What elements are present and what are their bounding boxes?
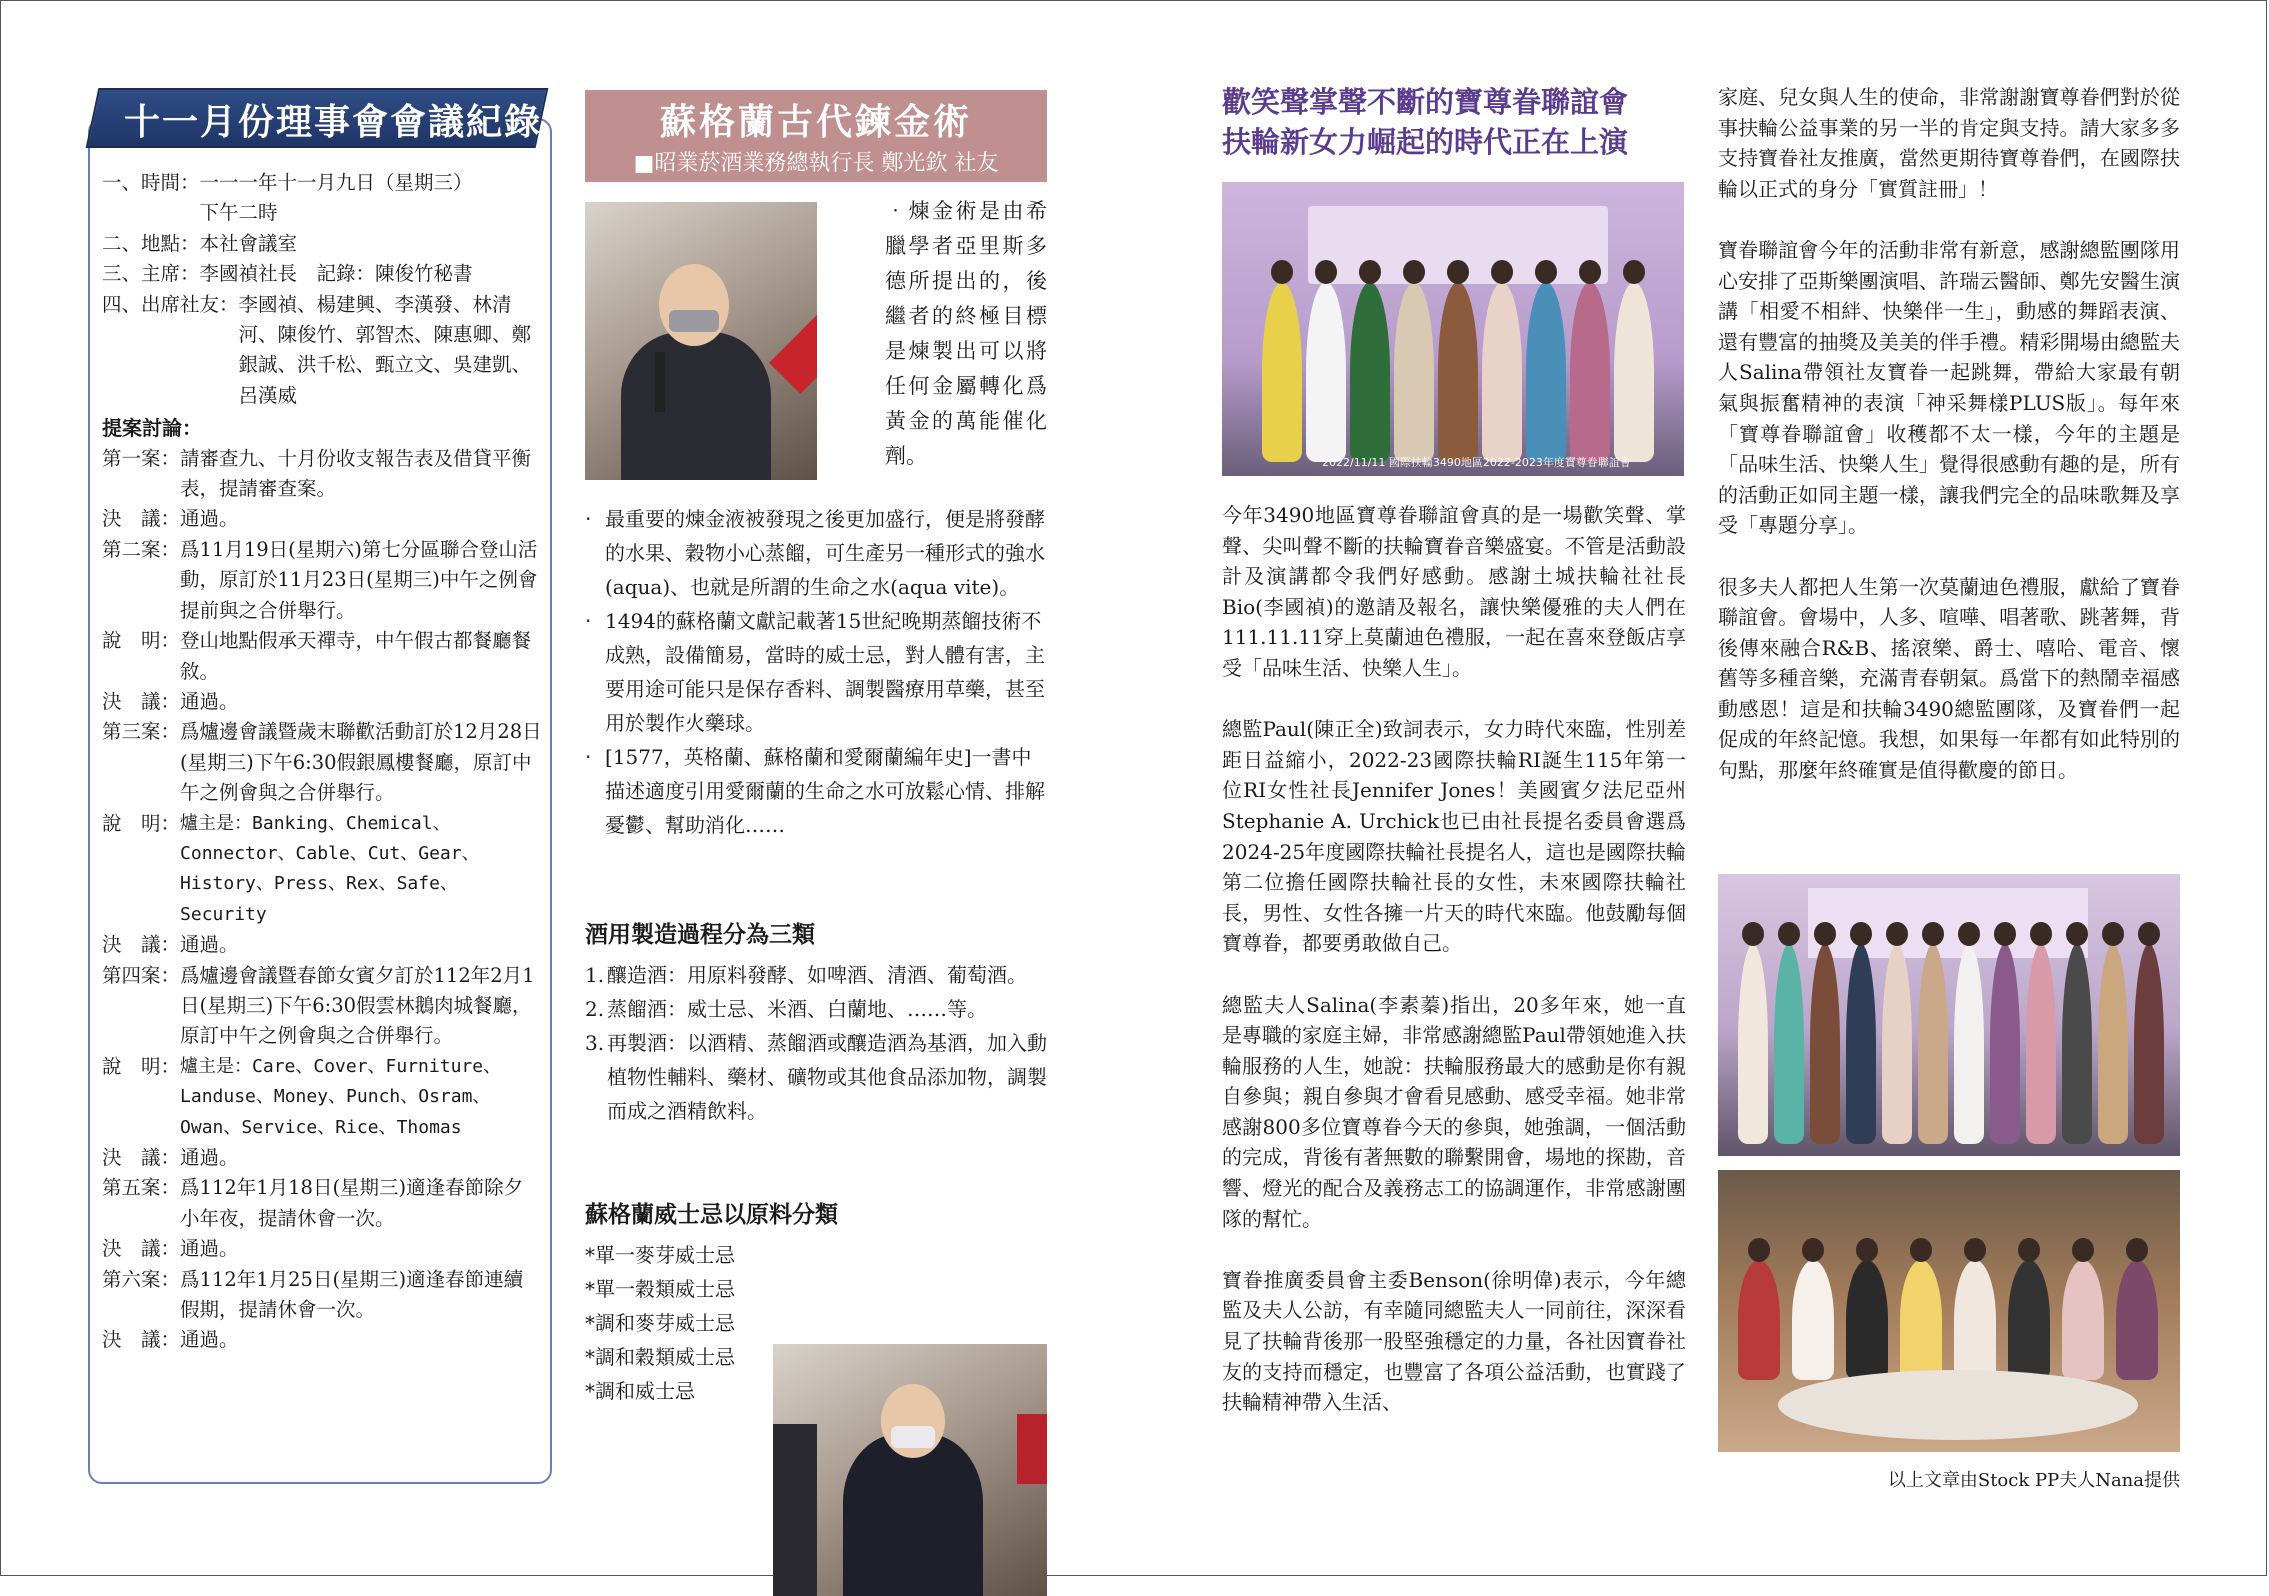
side-person	[773, 1424, 817, 1596]
person-head	[1579, 260, 1601, 284]
item-value: 爲112年1月25日(星期三)適逢春節連續假期，提請休會一次。	[180, 1267, 524, 1322]
headline-line-2: 扶輪新女力崛起的時代正在上演	[1222, 125, 1629, 159]
minutes-item-row	[102, 809, 542, 931]
item-key: 說 明：	[102, 1054, 181, 1078]
minutes-item-row	[102, 535, 542, 626]
item-key: 第六案：	[102, 1267, 181, 1291]
item-value: 李國禎、楊建興、李漢發、林清河、陳俊竹、郭智杰、陳惠卿、鄭銀誠、洪千松、甄立文、吳建凱、呂漢威	[238, 292, 532, 407]
person-head	[2072, 1238, 2094, 1262]
item-value: 請審查九、十月份收支報告表及借貸平衡表，提請審查案。	[180, 446, 532, 501]
process-number: 3.	[585, 1031, 605, 1055]
process-text: 再製酒：以酒精、蒸餾酒或釀造酒為基酒，加入動植物性輔料、藥材、礦物或其他食品添加物，調製而成之酒精飲料。	[607, 1031, 1047, 1123]
event-article	[1222, 82, 1686, 1415]
person-figure	[1306, 282, 1346, 462]
whisky-section	[585, 1198, 1047, 1408]
item-key: 決 議：	[102, 933, 181, 957]
person-figure	[1526, 282, 1566, 462]
minutes-item-row	[102, 444, 542, 505]
person-figure	[1438, 282, 1478, 462]
person-head	[1447, 260, 1469, 284]
minutes-item-row	[102, 1265, 542, 1326]
person-head	[1964, 1238, 1986, 1262]
process-heading: 酒用製造過程分為三類	[585, 922, 815, 948]
event-body-part-2	[1718, 82, 2180, 786]
item-value: 通過。	[180, 1328, 239, 1352]
alchemy-bullet	[585, 502, 1047, 604]
minutes-header	[88, 88, 552, 146]
person-figure	[2116, 1260, 2158, 1380]
person-head	[1778, 922, 1800, 946]
minutes-item-row	[102, 961, 542, 1052]
person-figure	[1792, 1260, 1834, 1380]
process-text: 釀造酒：用原料發酵、如啤酒、清酒、葡萄酒。	[607, 963, 1027, 987]
whisky-type: *調和麥芽威士忌	[585, 1311, 735, 1335]
minutes-section	[88, 88, 552, 1484]
alchemy-intro: ‧煉金術是由希臘學者亞里斯多德所提出的，後繼者的終極目標是煉製出可以將任何金屬轉化爲黃金的萬能催化劑。	[885, 199, 1047, 468]
process-item	[585, 992, 1047, 1026]
person-figure	[1570, 282, 1610, 462]
person-figure	[1394, 282, 1434, 462]
person-head	[1271, 260, 1293, 284]
whisky-type: *調和威士忌	[585, 1379, 695, 1403]
person-figure	[1774, 944, 1804, 1144]
speaker-head	[659, 264, 729, 346]
person-head	[1359, 260, 1381, 284]
item-value: 爐主是：Banking、Chemical、Connector、Cable、Cut、Gear、History、Press、Rex、Safe、Security	[180, 812, 480, 925]
person-figure	[2008, 1260, 2050, 1380]
alchemy-title: 蘇格蘭古代鍊金術	[659, 102, 972, 143]
minutes-info-row	[102, 229, 542, 259]
event-article-continued	[1718, 82, 2180, 1491]
person-head	[1623, 260, 1645, 284]
alchemy-bullets	[585, 502, 1047, 842]
item-key: 說 明：	[102, 811, 181, 835]
person-head	[1802, 1238, 1824, 1262]
minutes-items	[102, 444, 542, 1356]
dining-table	[1778, 1370, 2138, 1440]
person-head	[1922, 922, 1944, 946]
item-key: 四、出席社友：	[102, 292, 239, 316]
minutes-item-row	[102, 1143, 542, 1173]
minutes-item-row	[102, 1325, 542, 1355]
whisky-heading: 蘇格蘭威士忌以原料分類	[585, 1202, 838, 1228]
item-key: 三、主席：	[102, 262, 200, 286]
alchemy-byline: ■昭業菸酒業務總執行長 鄭光欽 社友	[633, 151, 999, 176]
person-head	[1491, 260, 1513, 284]
bullet-text: 1494的蘇格蘭文獻記載著15世紀晚期蒸餾技術不成熟，設備簡易，當時的威士忌，對人體有害，主要用途可能只是保存香料、調製醫療用草藥，甚至用於製作火藥球。	[605, 609, 1045, 735]
minutes-info-row	[102, 290, 542, 412]
minutes-info-row	[102, 259, 542, 289]
person-figure	[1614, 282, 1654, 462]
whisky-type: *單一麥芽威士忌	[585, 1243, 735, 1267]
person-head	[1910, 1238, 1932, 1262]
alchemy-bullet	[585, 604, 1047, 740]
person-head	[1886, 922, 1908, 946]
speaker-photo	[585, 202, 817, 480]
person-figure	[1350, 282, 1390, 462]
bullet-text: 最重要的煉金液被發現之後更加盛行，便是將發酵的水果、穀物小心蒸餾，可生產另一種形式的強水(aqua)、也就是所謂的生命之水(aqua vite)。	[605, 507, 1045, 599]
person-head	[1850, 922, 1872, 946]
article-credit: 以上文章由Stock PP夫人Nana提供	[1887, 1470, 2180, 1491]
item-key: 第二案：	[102, 537, 181, 561]
group-photo-table	[1718, 1170, 2180, 1452]
item-value: 通過。	[180, 1237, 239, 1261]
article-paragraph: 寶眷聯誼會今年的活動非常有新意，感謝總監團隊用心安排了亞斯樂團演唱、許瑞云醫師、鄭先安醫生演講「相愛不相絆、快樂伴一生」，動感的舞蹈表演、還有豐富的抽獎及美美的伴手禮。精彩開場由總監夫人Salina帶領社友寶眷一起跳舞，帶給大家最有朝氣與振奮精神的表演「神采舞樣PLUS版」。每年來「寶尊眷聯誼會」收穫都不太一樣，今年的主題是「品味生活、快樂人生」覺得很感動有趣的是，所有的活動正如同主題一樣，讓我們完全的品味歌舞及享受「專題分享」。	[1718, 237, 2180, 538]
person-head	[1814, 922, 1836, 946]
minutes-item-row	[102, 1052, 542, 1143]
red-decoration	[769, 306, 817, 394]
article-paragraph: 家庭、兒女與人生的使命，非常謝謝寶尊眷們對於從事扶輪公益事業的另一半的肯定與支持。請大家多多支持寶眷社友推廣，當然更期待寶尊眷們，在國際扶輪以正式的身分「實質註冊」！	[1718, 85, 2180, 201]
item-key: 二、地點：	[102, 231, 200, 255]
minutes-info	[102, 168, 542, 411]
person-head	[1535, 260, 1557, 284]
person-head	[2102, 922, 2124, 946]
red-banner	[1017, 1414, 1047, 1484]
person-head	[2066, 922, 2088, 946]
process-section	[585, 918, 1047, 1128]
item-value: 通過。	[180, 1146, 239, 1169]
person-figure	[1262, 282, 1302, 462]
person-figure	[1900, 1260, 1942, 1380]
item-key: 決 議：	[102, 507, 181, 531]
person-figure	[1918, 944, 1948, 1144]
person-head	[1994, 922, 2016, 946]
presenter-mask	[891, 1426, 935, 1448]
minutes-title: 十一月份理事會會議紀錄	[124, 102, 543, 143]
minutes-box	[88, 118, 552, 1484]
minutes-item-row	[102, 687, 542, 717]
photo-caption: 2022/11/11 國際扶輪3490地區2022-2023年度寶尊眷聯誼會	[1322, 456, 1631, 469]
item-key: 第四案：	[102, 963, 181, 987]
item-value: 通過。	[180, 507, 239, 531]
alchemy-article	[585, 90, 1047, 1403]
item-key: 決 議：	[102, 1237, 181, 1261]
person-figure	[1846, 944, 1876, 1144]
item-key: 決 議：	[102, 689, 181, 713]
proposals-heading: 提案討論：	[102, 416, 202, 441]
person-figure	[1482, 282, 1522, 462]
microphone	[655, 352, 665, 412]
minutes-info-row	[102, 168, 542, 229]
minutes-item-row	[102, 1234, 542, 1264]
process-item	[585, 958, 1047, 992]
person-figure	[1810, 944, 1840, 1144]
item-value: 爲爐邊會議暨春節女賓夕訂於112年2月1日(星期三)下午6:30假雲林鵝肉城餐廳，原訂中午之例會與之合併舉行。	[180, 963, 535, 1048]
person-figure	[1990, 944, 2020, 1144]
alchemy-banner	[585, 90, 1047, 182]
bullet-dot: ‧	[585, 609, 592, 633]
process-list	[585, 958, 1047, 1128]
person-head	[2030, 922, 2052, 946]
person-head	[2126, 1238, 2148, 1262]
headline-line-1: 歡笑聲掌聲不斷的寶尊眷聯誼會	[1222, 85, 1629, 119]
item-value: 爲11月19日(星期六)第七分區聯合登山活動，原訂於11月23日(星期三)中午之例會提前與之合併舉行。	[180, 537, 538, 622]
bullet-dot: ‧	[585, 507, 592, 531]
face-mask	[669, 310, 719, 332]
person-figure	[1738, 1260, 1780, 1380]
item-key: 說 明：	[102, 629, 181, 653]
alchemy-bullet	[585, 740, 1047, 842]
person-figure	[1738, 944, 1768, 1144]
item-value: 通過。	[180, 933, 239, 957]
process-number: 1.	[585, 963, 605, 987]
person-figure	[2134, 944, 2164, 1144]
item-value: 一一一年十一月九日（星期三） 下午二時	[199, 171, 473, 225]
item-key: 決 議：	[102, 1146, 181, 1169]
person-figure	[1846, 1260, 1888, 1380]
item-key: 第三案：	[102, 720, 181, 744]
minutes-item-row	[102, 930, 542, 960]
person-figure	[2062, 944, 2092, 1144]
person-figure	[1954, 1260, 1996, 1380]
presenter-figure	[843, 1434, 983, 1596]
minutes-item-row	[102, 504, 542, 534]
process-text: 蒸餾酒：威士忌、米酒、白蘭地、……等。	[607, 997, 987, 1021]
person-head	[1856, 1238, 1878, 1262]
person-head	[2018, 1238, 2040, 1262]
person-figure	[1954, 944, 1984, 1144]
article-paragraph: 今年3490地區寶尊眷聯誼會真的是一場歡笑聲、掌聲、尖叫聲不斷的扶輪寶眷音樂盛宴。不管是活動設計及演講都令我們好感動。感謝土城扶輪社社長Bio(李國禎)的邀請及報名，讓快樂優雅的夫人們在111.11.11穿上莫蘭迪色禮服，一起在喜來登飯店享受「品味生活、快樂人生」。	[1222, 503, 1686, 680]
bullet-text: [1577，英格蘭、蘇格蘭和愛爾蘭編年史]一書中描述適度引用愛爾蘭的生命之水可放鬆心情、排解憂鬱、幫助消化……	[605, 745, 1045, 837]
article-paragraph: 總監夫人Salina(李素蓁)指出，20多年來，她一直是專職的家庭主婦，非常感謝總監Paul帶領她進入扶輪服務的人生，她說：扶輪服務最大的感動是你有親自參與；親自參與才會看見感動、感受幸福。她非常感謝800多位寶尊眷今天的參與，她強調，一個活動的完成，背後有著無數的聯繫開會，場地的探勘，音響、燈光的配合及義務志工的協調運作，非常感謝團隊的幫忙。	[1222, 992, 1686, 1231]
group-photo-stage	[1222, 182, 1684, 476]
article-paragraph: 寶眷推廣委員會主委Benson(徐明偉)表示，今年總監及夫人公訪，有幸隨同總監夫人一同前往，深深看見了扶輪背後那一股堅強穩定的力量，各社因寶眷社友的支持而穩定，也豐富了各項公益活動，也實踐了扶輪精神帶入生活、	[1222, 1267, 1686, 1415]
item-value: 本社會議室	[199, 231, 298, 255]
process-number: 2.	[585, 997, 605, 1021]
minutes-item-row	[102, 1173, 542, 1234]
item-key: 第一案：	[102, 446, 181, 470]
whisky-type: *調和穀類威士忌	[585, 1345, 735, 1369]
person-head	[2138, 922, 2160, 946]
presenter-photo	[773, 1344, 1047, 1596]
person-head	[1958, 922, 1980, 946]
person-head	[1403, 260, 1425, 284]
item-value: 爲112年1月18日(星期三)適逢春節除夕小年夜，提請休會一次。	[180, 1176, 524, 1230]
speaker-figure	[621, 332, 771, 480]
item-value: 李國禎社長 記錄：陳俊竹秘書	[199, 262, 473, 286]
minutes-item-row	[102, 626, 542, 687]
person-figure	[2062, 1260, 2104, 1380]
bullet-dot: ‧	[585, 745, 592, 769]
article-paragraph: 總監Paul(陳正全)致詞表示，女力時代來臨，性別差距日益縮小，2022-23國際扶輪RI誕生115年第一位RI女性社長Jennifer Jones！美國賓夕法尼亞州Stephanie A. Urchick也已由社長提名委員會選爲2024-25年度國際扶輪社長提名人，這也是國際扶輪第二位擔任國際扶輪社長的女性，未來國際扶輪社長，男性、女性各擁一片天的時代來臨。他鼓勵每個寶尊眷，都要勇敢做自己。	[1222, 717, 1686, 956]
person-figure	[2098, 944, 2128, 1144]
whisky-type: *單一穀類威士忌	[585, 1277, 735, 1301]
person-head	[1748, 1238, 1770, 1262]
item-value: 通過。	[180, 689, 239, 713]
person-figure	[2026, 944, 2056, 1144]
person-head	[1742, 922, 1764, 946]
event-body-part-1	[1222, 500, 1686, 1448]
article-paragraph: 很多夫人都把人生第一次莫蘭迪色禮服，獻給了寶眷聯誼會。會場中，人多、喧嘩、唱著歌、跳著舞，背後傳來融合R&B、搖滾樂、爵士、嘻哈、電音、懷舊等多種音樂，充滿青春朝氣。爲當下的熱鬧幸福感動感恩！這是和扶輪3490總監團隊，及寶眷們一起促成的年終記憶。我想，如果每一年都有如此特別的句點，那麼年終確實是值得歡慶的節日。	[1718, 574, 2180, 783]
person-figure	[1882, 944, 1912, 1144]
process-item	[585, 1026, 1047, 1128]
minutes-item-row	[102, 717, 542, 808]
item-value: 爲爐邊會議暨歲末聯歡活動訂於12月28日(星期三)下午6:30假銀鳳樓餐廳，原訂中午之例會與之合併舉行。	[180, 720, 542, 805]
item-key: 決 議：	[102, 1328, 181, 1352]
item-key: 第五案：	[102, 1176, 181, 1200]
person-head	[1315, 260, 1337, 284]
item-value: 登山地點假承天禪寺，中午假古都餐廳餐敘。	[180, 629, 532, 683]
item-key: 一、時間：	[102, 171, 200, 194]
item-value: 爐主是：Care、Cover、Furniture、Landuse、Money、Punch、Osram、Owan、Service、Rice、Thomas	[180, 1055, 502, 1138]
group-photo-dance	[1718, 874, 2180, 1156]
